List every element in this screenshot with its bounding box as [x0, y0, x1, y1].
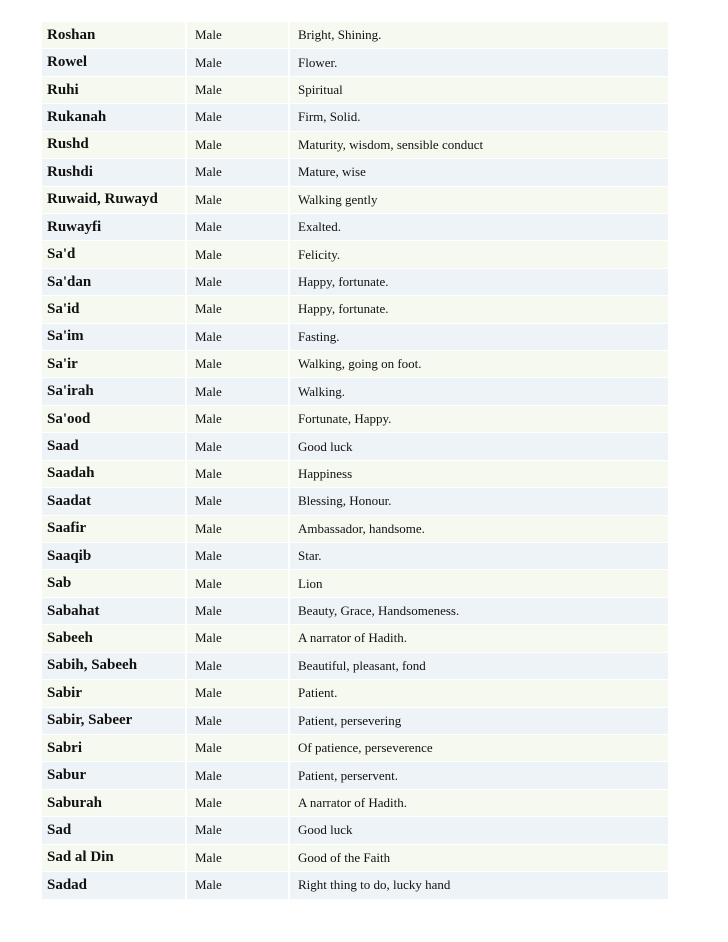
- table-row: [42, 433, 668, 460]
- meaning-cell: Of patience, perseverence: [289, 734, 668, 761]
- name-cell: Rukanah: [42, 104, 186, 131]
- meaning-cell: Flower.: [289, 49, 668, 76]
- meaning-cell: Star.: [289, 543, 668, 570]
- gender-cell: Male: [186, 186, 289, 213]
- table-row: [42, 323, 668, 350]
- gender-cell: Male: [186, 131, 289, 158]
- table-row: [42, 460, 668, 487]
- gender-cell: Male: [186, 543, 289, 570]
- meaning-cell: Firm, Solid.: [289, 104, 668, 131]
- name-cell: Sabih, Sabeeh: [42, 652, 186, 679]
- gender-cell: Male: [186, 707, 289, 734]
- meaning-cell: Happy, fortunate.: [289, 296, 668, 323]
- table-row: [42, 515, 668, 542]
- gender-cell: Male: [186, 76, 289, 103]
- gender-cell: Male: [186, 241, 289, 268]
- meaning-cell: Good luck: [289, 817, 668, 844]
- name-cell: Ruwayfi: [42, 213, 186, 240]
- names-table: [42, 21, 668, 900]
- gender-cell: Male: [186, 159, 289, 186]
- table-row: [42, 597, 668, 624]
- table-row: [42, 652, 668, 679]
- table-row: [42, 543, 668, 570]
- name-cell: Sa'd: [42, 241, 186, 268]
- name-cell: Sadad: [42, 872, 186, 899]
- gender-cell: Male: [186, 762, 289, 789]
- meaning-cell: Beautiful, pleasant, fond: [289, 652, 668, 679]
- table-row: [42, 159, 668, 186]
- name-cell: Saad: [42, 433, 186, 460]
- name-cell: Roshan: [42, 22, 186, 49]
- name-cell: Sad: [42, 817, 186, 844]
- gender-cell: Male: [186, 433, 289, 460]
- table-row: [42, 844, 668, 871]
- table-row: [42, 488, 668, 515]
- table-row: [42, 22, 668, 49]
- table-row: [42, 131, 668, 158]
- meaning-cell: Patient, persevering: [289, 707, 668, 734]
- table-row: [42, 734, 668, 761]
- name-cell: Saadat: [42, 488, 186, 515]
- name-cell: Rushd: [42, 131, 186, 158]
- meaning-cell: Walking.: [289, 378, 668, 405]
- table-row: [42, 351, 668, 378]
- gender-cell: Male: [186, 844, 289, 871]
- name-cell: Saaqib: [42, 543, 186, 570]
- meaning-cell: Beauty, Grace, Handsomeness.: [289, 597, 668, 624]
- meaning-cell: Felicity.: [289, 241, 668, 268]
- name-cell: Sa'irah: [42, 378, 186, 405]
- meaning-cell: Patient, perservent.: [289, 762, 668, 789]
- name-cell: Sabur: [42, 762, 186, 789]
- gender-cell: Male: [186, 789, 289, 816]
- gender-cell: Male: [186, 625, 289, 652]
- gender-cell: Male: [186, 872, 289, 899]
- table-row: [42, 707, 668, 734]
- name-cell: Sabeeh: [42, 625, 186, 652]
- table-row: [42, 570, 668, 597]
- meaning-cell: Good of the Faith: [289, 844, 668, 871]
- meaning-cell: Blessing, Honour.: [289, 488, 668, 515]
- table-row: [42, 268, 668, 295]
- meaning-cell: Walking, going on foot.: [289, 351, 668, 378]
- meaning-cell: Ambassador, handsome.: [289, 515, 668, 542]
- table-row: [42, 186, 668, 213]
- meaning-cell: Bright, Shining.: [289, 22, 668, 49]
- table-row: [42, 296, 668, 323]
- gender-cell: Male: [186, 323, 289, 350]
- gender-cell: Male: [186, 378, 289, 405]
- meaning-cell: Exalted.: [289, 213, 668, 240]
- name-cell: Sa'im: [42, 323, 186, 350]
- name-cell: Sabir: [42, 680, 186, 707]
- name-cell: Sa'ood: [42, 405, 186, 432]
- gender-cell: Male: [186, 515, 289, 542]
- meaning-cell: Spiritual: [289, 76, 668, 103]
- gender-cell: Male: [186, 652, 289, 679]
- name-cell: Ruhi: [42, 76, 186, 103]
- gender-cell: Male: [186, 268, 289, 295]
- meaning-cell: Walking gently: [289, 186, 668, 213]
- name-cell: Sa'dan: [42, 268, 186, 295]
- name-cell: Rushdi: [42, 159, 186, 186]
- gender-cell: Male: [186, 488, 289, 515]
- gender-cell: Male: [186, 405, 289, 432]
- table-row: [42, 241, 668, 268]
- name-cell: Sabri: [42, 734, 186, 761]
- gender-cell: Male: [186, 734, 289, 761]
- meaning-cell: Mature, wise: [289, 159, 668, 186]
- name-cell: Sabahat: [42, 597, 186, 624]
- gender-cell: Male: [186, 296, 289, 323]
- name-cell: Saafir: [42, 515, 186, 542]
- table-row: [42, 789, 668, 816]
- name-cell: Sa'ir: [42, 351, 186, 378]
- table-row: [42, 762, 668, 789]
- gender-cell: Male: [186, 460, 289, 487]
- gender-cell: Male: [186, 22, 289, 49]
- table-row: [42, 378, 668, 405]
- table-row: [42, 625, 668, 652]
- name-cell: Sabir, Sabeer: [42, 707, 186, 734]
- table-row: [42, 104, 668, 131]
- table-row: [42, 405, 668, 432]
- gender-cell: Male: [186, 570, 289, 597]
- gender-cell: Male: [186, 351, 289, 378]
- meaning-cell: A narrator of Hadith.: [289, 625, 668, 652]
- table-row: [42, 680, 668, 707]
- names-table-body: [42, 22, 668, 900]
- gender-cell: Male: [186, 104, 289, 131]
- gender-cell: Male: [186, 680, 289, 707]
- name-cell: Sad al Din: [42, 844, 186, 871]
- name-cell: Saburah: [42, 789, 186, 816]
- table-row: [42, 817, 668, 844]
- name-cell: Sab: [42, 570, 186, 597]
- name-cell: Rowel: [42, 49, 186, 76]
- table-row: [42, 213, 668, 240]
- meaning-cell: Fortunate, Happy.: [289, 405, 668, 432]
- gender-cell: Male: [186, 597, 289, 624]
- meaning-cell: Fasting.: [289, 323, 668, 350]
- meaning-cell: Maturity, wisdom, sensible conduct: [289, 131, 668, 158]
- meaning-cell: A narrator of Hadith.: [289, 789, 668, 816]
- meaning-cell: Right thing to do, lucky hand: [289, 872, 668, 899]
- meaning-cell: Patient.: [289, 680, 668, 707]
- meaning-cell: Happiness: [289, 460, 668, 487]
- gender-cell: Male: [186, 49, 289, 76]
- gender-cell: Male: [186, 213, 289, 240]
- table-row: [42, 872, 668, 899]
- gender-cell: Male: [186, 817, 289, 844]
- name-cell: Saadah: [42, 460, 186, 487]
- table-row: [42, 49, 668, 76]
- name-cell: Sa'id: [42, 296, 186, 323]
- name-cell: Ruwaid, Ruwayd: [42, 186, 186, 213]
- table-row: [42, 76, 668, 103]
- meaning-cell: Happy, fortunate.: [289, 268, 668, 295]
- meaning-cell: Lion: [289, 570, 668, 597]
- meaning-cell: Good luck: [289, 433, 668, 460]
